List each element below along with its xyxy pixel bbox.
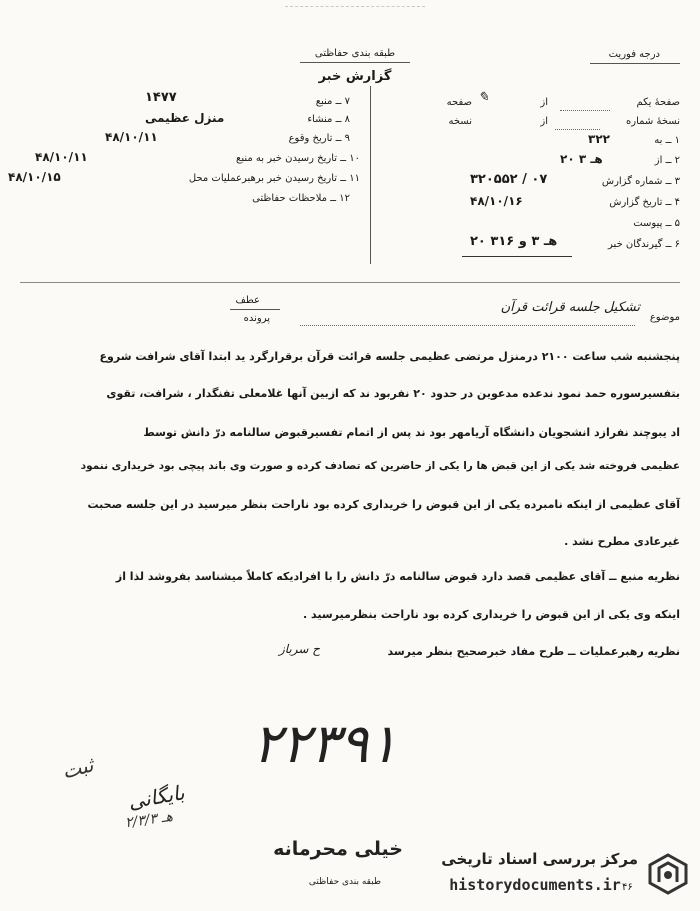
page-word: صفحه <box>446 97 472 108</box>
body-line-3: اد یبوچند نفرازد انشجویان دانشگاه آریامهر بود ند پس از اتمام تفسیرقبوض سالنامه درّ دانش توسط <box>143 426 680 439</box>
field-4-value: ۴۸/۱۰/۱۶ <box>470 194 523 208</box>
field-11-label: ۱۱ ــ تاریخ رسیدن خبر برهبرعملیات محل <box>188 173 360 184</box>
classification-top: طبقه بندی حفاظتی <box>314 48 396 59</box>
copy-dots <box>555 129 600 130</box>
field-6-underline <box>462 256 572 257</box>
handwritten-number: ۲۲۳۹۱ <box>252 712 398 775</box>
body-line-2: بتفسیرسوره حمد نمود ندعده مدعوین در حدود ۲۰ نفربود ند که ازبین آنها غلامعلی تفنگدار ، شرافت، تقوی <box>106 387 680 400</box>
urgency-label: درجه فوریت <box>608 49 660 60</box>
subject-label: موضوع <box>649 312 680 323</box>
field-6-label: ۶ ــ گیرندگان خبر <box>608 239 680 250</box>
field-3-label: ۳ ــ شماره گزارش <box>601 176 680 187</box>
report-title: گزارش خبر <box>318 69 392 84</box>
top-smudge <box>285 6 425 21</box>
page-handwritten: ✎ <box>478 90 489 105</box>
watermark <box>418 846 696 904</box>
subject-dots <box>300 325 635 326</box>
handwritten-note-2: بایگانی <box>126 780 187 814</box>
column-separator <box>370 86 371 264</box>
archive-logo-icon <box>646 852 690 896</box>
field-5-label: ۵ ــ پیوست <box>633 218 680 229</box>
field-6-value: ۲۰ هـ ۳ و ۳۱۶ <box>470 234 558 249</box>
parvandeh-label: پرونده <box>243 313 270 324</box>
field-1-value: ۳۲۲ <box>588 132 610 146</box>
subject-value: تشکیل جلسه قرائت قرآن <box>500 300 640 315</box>
copy-word: نسخه <box>448 116 472 127</box>
subject-separator <box>20 282 680 283</box>
body-line-5: آقای عظیمی از اینکه نامبرده یکی از این قبوض را خریداری کرده بود ناراحت بنظر میرسید در این جلسه صحبت <box>87 498 680 511</box>
field-11-value: ۴۸/۱۰/۱۵ <box>8 170 61 184</box>
field-10-value: ۴۸/۱۰/۱۱ <box>35 150 88 164</box>
page-of: از <box>540 97 548 108</box>
leader-opinion: نظریه رهبرعملیات ــ طرح مفاد خبرصحیح بنظر میرسد <box>387 645 680 658</box>
field-7-value: ۱۴۷۷ <box>145 90 177 105</box>
field-8-label: ۸ ــ منشاء <box>307 114 350 125</box>
field-3-value: ۳۲۰۵۵۲ / ۰۷ <box>470 172 548 187</box>
handwritten-note-1: ثبت <box>59 752 96 784</box>
field-10-label: ۱۰ ــ تاریخ رسیدن خبر به منبع <box>236 153 360 164</box>
field-1-label: ۱ ــ به <box>654 135 680 146</box>
leader-signature: ح سرباز <box>278 642 320 656</box>
copy-of: از <box>540 116 548 127</box>
field-9-label: ۹ ــ تاریخ وقوع <box>288 133 350 144</box>
body-line-4: عظیمی فروخته شد یکی از این قبض ها را یکی از حاضرین که تصادف کرده و صورت وی باند پیچی بود خریداری ننمود <box>80 460 680 472</box>
watermark-title: مرکز بررسی اسناد تاریخی <box>441 850 638 868</box>
page-code: ۴۶ <box>622 882 633 893</box>
field-2-label: ۲ ــ از <box>654 155 680 166</box>
field-12-label: ۱۲ ــ ملاحظات حفاظتی <box>252 193 350 204</box>
body-line-6: غیرعادی مطرح نشد . <box>564 535 680 548</box>
body-line-1: پنجشنبه شب ساعت ۲۱۰۰ درمنزل مرتضی عظیمی جلسه قرائت قرآن برقرارگرد ید ابتدا آقای شرافت شروع <box>99 350 680 363</box>
watermark-url: historydocuments.ir <box>449 876 621 894</box>
page-dots <box>560 110 610 111</box>
stamp-text: خیلی محرمانه <box>273 838 403 860</box>
handwritten-note-3: ۲/۳/هـ ۳ <box>124 808 174 832</box>
copy-label: نسخهٔ شماره <box>626 116 680 127</box>
classification-bottom: طبقه بندی حفاظتی <box>308 877 382 887</box>
page-label: صفحهٔ یکم <box>636 97 680 108</box>
urgency-line <box>590 63 680 64</box>
field-2-value: ۲۰ هـ ۳ <box>560 152 603 166</box>
atf-label: عطف <box>235 295 260 306</box>
field-7-label: ۷ ــ منبع <box>315 96 350 107</box>
classification-top-line <box>300 62 410 63</box>
field-9-value: ۴۸/۱۰/۱۱ <box>105 130 158 144</box>
atf-line <box>230 309 280 310</box>
source-opinion-1: نظریه منبع ــ آقای عظیمی قصد دارد قبوض سالنامه درّ دانش را با افرادیکه کاملاً میشناسد بفروشد لذا از <box>115 570 680 583</box>
source-opinion-2: اینکه وی یکی از این قبوض را خریداری کرده بود ناراحت بنظرمیرسید . <box>303 608 680 621</box>
field-8-value: منزل عظیمی <box>145 111 225 125</box>
field-4-label: ۴ ــ تاریخ گزارش <box>609 197 680 208</box>
